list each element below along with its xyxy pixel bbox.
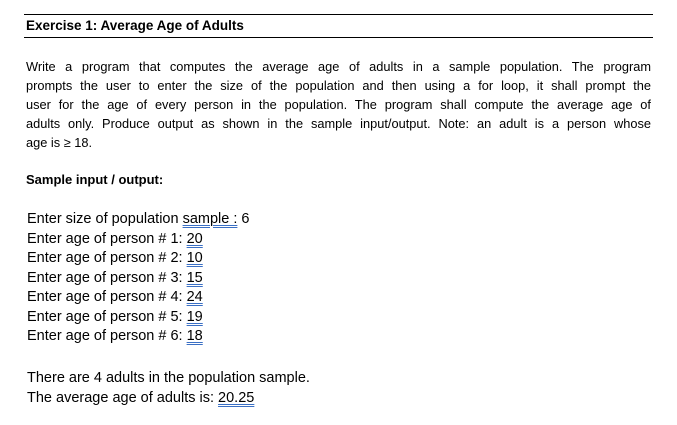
description-line: prompts the user to enter the size of the population and then using a for loop, it shall prompt the [26, 78, 651, 93]
sample-output-block [27, 369, 310, 408]
description-line: user for the age of every person in the population. The program shall compute the average age of [26, 97, 651, 112]
exercise-title: Exercise 1: Average Age of Adults [26, 18, 244, 33]
age-prompt-label: Enter age of person # 6: [27, 328, 187, 344]
age-value: 15 [186, 269, 203, 286]
age-prompt-label: Enter age of person # 5: [27, 308, 187, 325]
description-line: age is ≥ 18. [26, 135, 93, 150]
age-prompt-label: Enter age of person # 2: [27, 250, 187, 266]
age-value: 24 [186, 289, 203, 305]
age-value: 19 [186, 308, 203, 325]
population-prompt-row [27, 210, 249, 230]
age-prompt-row [27, 308, 249, 328]
age-prompt-row [27, 327, 249, 347]
age-prompt-row [27, 288, 249, 308]
title-bottom-rule [24, 37, 653, 38]
description-line: adults only. Produce output as shown in the sample input/output. Note: an adult is a person whose [26, 116, 651, 131]
title-top-rule [24, 14, 653, 15]
sample-io-heading: Sample input / output: [26, 172, 164, 187]
age-prompt-row [27, 249, 249, 269]
population-prompt-marked-text: sample : [182, 211, 238, 227]
age-value: 20 [186, 230, 203, 247]
average-age-value: 20.25 [218, 389, 255, 406]
age-value: 10 [186, 250, 203, 266]
average-age-label: The average age of adults is: [27, 389, 219, 406]
age-prompt-row [27, 269, 249, 289]
description-line: Write a program that computes the average age of adults in a sample population. The program [26, 59, 651, 74]
age-prompt-label: Enter age of person # 1: [27, 230, 187, 247]
age-prompt-label: Enter age of person # 3: [27, 269, 187, 286]
sample-input-block [27, 210, 249, 347]
adults-count-line: There are 4 adults in the population sample. [27, 370, 310, 386]
population-prompt-text: Enter size of population [27, 211, 183, 227]
average-age-row [27, 389, 310, 409]
age-prompt-label: Enter age of person # 4: [27, 289, 187, 305]
exercise-description [26, 57, 651, 152]
age-value: 18 [186, 328, 203, 344]
age-prompt-row [27, 230, 249, 250]
population-value: 6 [237, 211, 250, 227]
